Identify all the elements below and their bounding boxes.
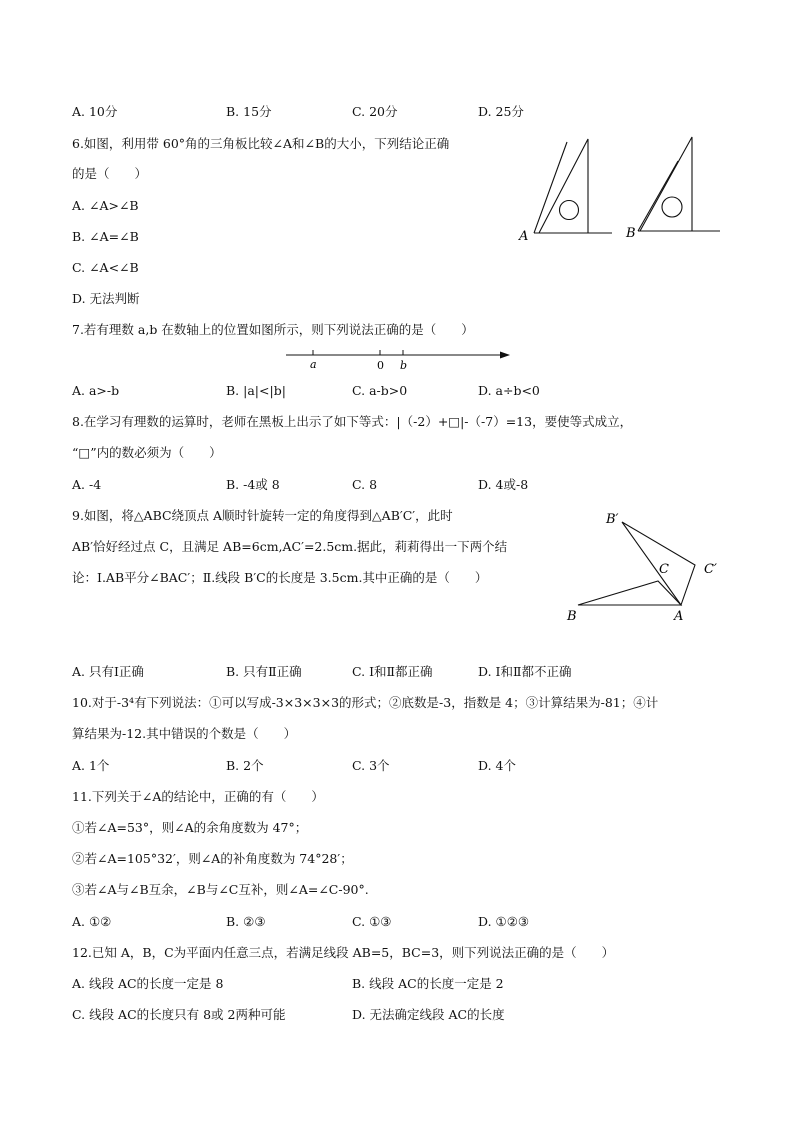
q7-label-a: a <box>310 358 317 371</box>
q9-option-a: A. 只有Ⅰ正确 <box>72 664 144 679</box>
q7-option-c: C. a-b>0 <box>352 383 408 398</box>
q11-option-d: D. ①②③ <box>478 914 530 929</box>
q11-option-b: B. ②③ <box>226 914 266 929</box>
q9-label-b-prime: B′ <box>606 512 619 527</box>
q12-option-b: B. 线段 AC的长度一定是 2 <box>352 976 504 991</box>
q11-option-a: A. ①② <box>72 914 112 929</box>
q12-option-a: A. 线段 AC的长度一定是 8 <box>72 976 224 991</box>
q7-option-d: D. a÷b<0 <box>478 383 540 398</box>
q11-statement-2: ②若∠A=105°32′，则∠A的补角度数为 74°28′； <box>72 851 353 866</box>
q9-label-a: A <box>674 609 684 624</box>
q9-label-c: C <box>659 562 669 577</box>
q9-stem-line3: 论：Ⅰ.AB平分∠BAC′；Ⅱ.线段 B′C的长度是 3.5cm.其中正确的是（ ） <box>72 570 488 585</box>
q10-option-b: B. 2个 <box>226 758 264 773</box>
q9-rotation-figure <box>560 505 730 627</box>
q6-option-c: C. ∠A<∠B <box>72 260 139 275</box>
q11-stem: 11.下列关于∠A的结论中，正确的有（ ） <box>72 789 324 804</box>
q7-number-line <box>282 345 514 373</box>
q9-label-c-prime: C′ <box>704 562 717 577</box>
q11-statement-3: ③若∠A与∠B互余，∠B与∠C互补，则∠A=∠C-90°. <box>72 882 369 897</box>
q7-stem: 7.若有理数 a,b 在数轴上的位置如图所示，则下列说法正确的是（ ） <box>72 322 474 337</box>
q10-stem-line2: 算结果为-12.其中错误的个数是（ ） <box>72 726 297 741</box>
q11-statement-1: ①若∠A=53°，则∠A的余角度数为 47°； <box>72 820 308 835</box>
q6-option-b: B. ∠A=∠B <box>72 229 139 244</box>
q12-stem: 12.已知 A，B，C为平面内任意三点，若满足线段 AB=5，BC=3，则下列说法正确的是（ ） <box>72 945 615 960</box>
q12-option-c: C. 线段 AC的长度只有 8或 2两种可能 <box>72 1007 286 1022</box>
q10-stem-line1: 10.对于-3⁴有下列说法：①可以写成-3×3×3×3的形式；②底数是-3，指数是 4；③计算结果为-81；④计 <box>72 695 659 710</box>
q7-option-b: B. |a|<|b| <box>226 383 286 398</box>
q9-stem-line2: AB′恰好经过点 C，且满足 AB=6cm,AC′=2.5cm.据此，莉莉得出一下两个结 <box>72 539 508 554</box>
q9-option-c: C. Ⅰ和Ⅱ都正确 <box>352 664 433 679</box>
q6-stem-line2: 的是（ ） <box>72 166 148 181</box>
q9-option-d: D. Ⅰ和Ⅱ都不正确 <box>478 664 572 679</box>
q7-option-a: A. a>-b <box>72 383 120 398</box>
q6-label-a: A <box>519 229 529 244</box>
q7-label-zero: 0 <box>377 359 384 372</box>
q8-option-d: D. 4或-8 <box>478 477 529 492</box>
q8-option-a: A. -4 <box>72 477 102 492</box>
q11-option-c: C. ①③ <box>352 914 392 929</box>
q10-option-d: D. 4个 <box>478 758 516 773</box>
q6-option-d: D. 无法判断 <box>72 291 140 306</box>
q8-option-b: B. -4或 8 <box>226 477 280 492</box>
q9-label-b: B <box>567 609 577 624</box>
q6-option-a: A. ∠A>∠B <box>72 198 139 213</box>
q5-option-b: B. 15分 <box>226 104 272 119</box>
q7-label-b: b <box>400 359 408 372</box>
q10-option-c: C. 3个 <box>352 758 390 773</box>
q6-figure-angle-a <box>515 130 615 245</box>
q9-stem-line1: 9.如图，将△ABC绕顶点 A顺时针旋转一定的角度得到△AB′C′，此时 <box>72 508 453 523</box>
q8-stem-line1: 8.在学习有理数的运算时，老师在黑板上出示了如下等式：|（-2）+□|-（-7）=13，要使等式成立， <box>72 414 633 429</box>
q6-figure-angle-b <box>622 130 727 245</box>
q10-option-a: A. 1个 <box>72 758 110 773</box>
q8-option-c: C. 8 <box>352 477 378 492</box>
q5-option-a: A. 10分 <box>72 104 118 119</box>
q12-option-d: D. 无法确定线段 AC的长度 <box>352 1007 505 1022</box>
q5-option-c: C. 20分 <box>352 104 398 119</box>
q5-option-d: D. 25分 <box>478 104 524 119</box>
q6-label-b: B <box>626 226 636 241</box>
q8-stem-line2: “□”内的数必须为（ ） <box>72 445 222 460</box>
q9-option-b: B. 只有Ⅱ正确 <box>226 664 302 679</box>
q6-stem-line1: 6.如图，利用带 60°角的三角板比较∠A和∠B的大小，下列结论正确 <box>72 136 450 151</box>
